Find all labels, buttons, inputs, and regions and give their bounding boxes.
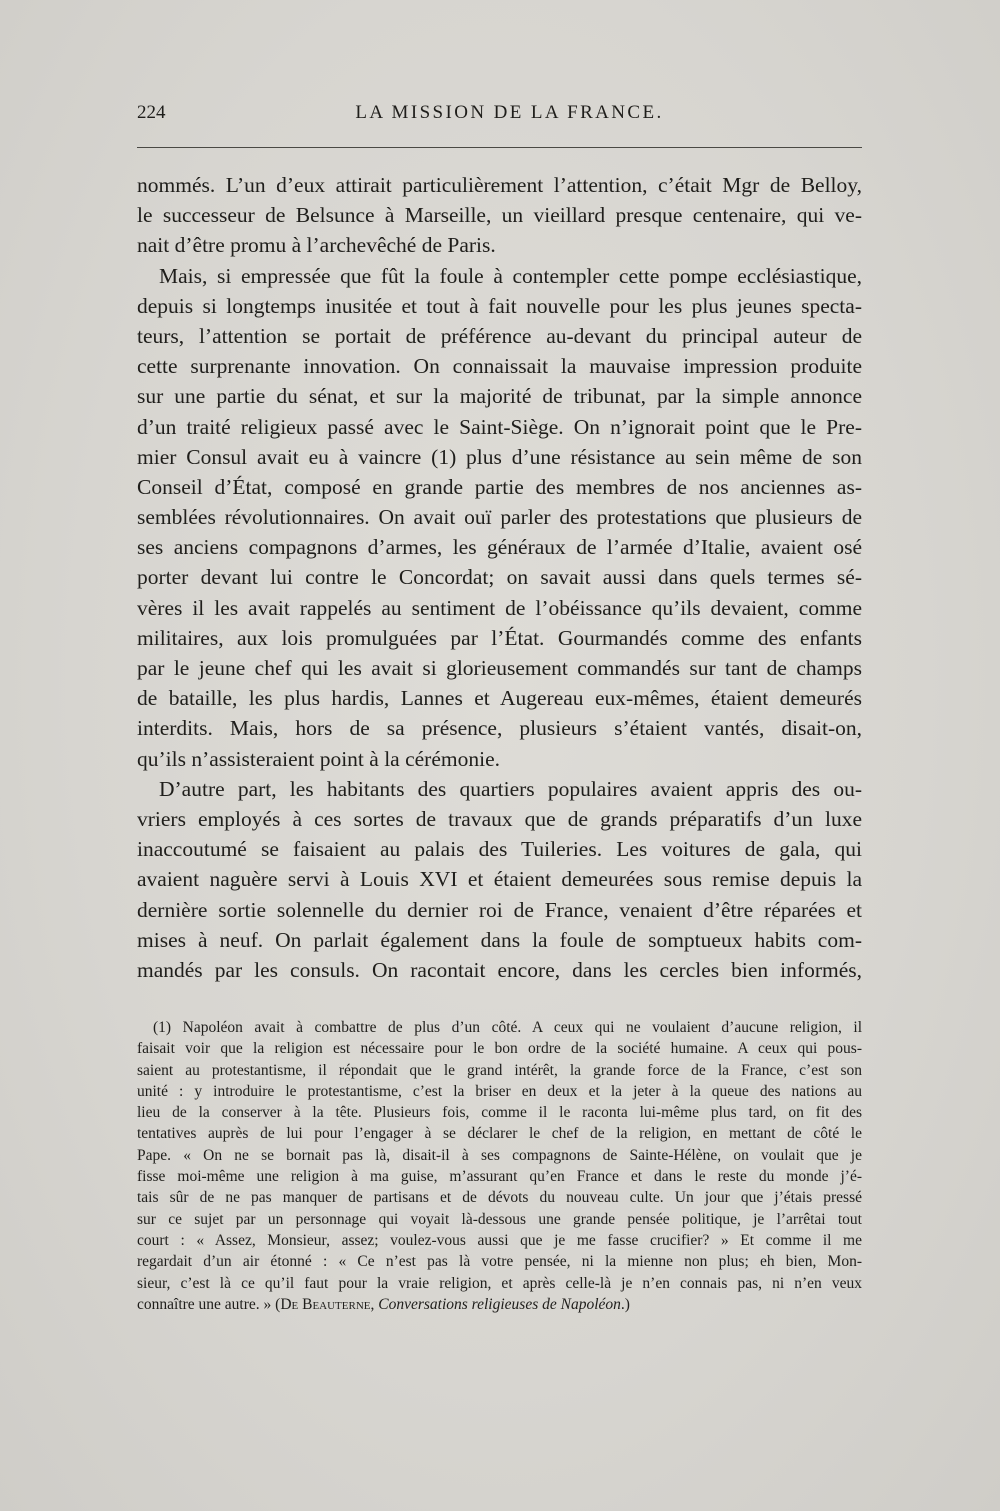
- body-line: de bataille, les plus hardis, Lannes et Augereau eux-mêmes, étaient demeurés: [137, 686, 862, 711]
- body-line: mier Consul avait eu à vaincre (1) plus d’une résistance au sein même de son: [137, 444, 862, 469]
- body-line: teurs, l’attention se portait de préférence au-devant du principal auteur de: [137, 323, 862, 348]
- citation-end: .): [620, 1295, 630, 1313]
- footnote-line: tais sûr de ne pas manquer de partisans et de dévots du nouveau culte. Un jour que j’étais pressé: [137, 1189, 862, 1207]
- body-line: porter devant lui contre le Concordat; on savait aussi dans quels termes sé-: [137, 565, 862, 590]
- body-line: mises à neuf. On parlait également dans la foule de somptueux habits com-: [137, 927, 862, 952]
- header-rule: [137, 147, 862, 148]
- footnote-line: sur ce sujet par un personnage qui voyait là-dessous une grande pensée politique, je l’arrêtai tout: [137, 1210, 862, 1228]
- citation-work: Conversations religieuses de Napoléon: [378, 1295, 621, 1313]
- body-line: nait d’être promu à l’archevêché de Paris.: [137, 233, 496, 258]
- body-line: depuis si longtemps inusitée et tout à fait nouvelle pour les plus jeunes specta-: [137, 293, 862, 318]
- body-line: dernière sortie solennelle du dernier roi de France, venaient d’être réparées et: [137, 897, 862, 922]
- page-header: [137, 100, 862, 130]
- footnote-citation-line: [137, 1294, 862, 1315]
- footnote-line: faisait voir que la religion est nécessaire pour le bon ordre de la société humaine. A ceux qui pous-: [137, 1040, 862, 1058]
- body-line: Conseil d’État, composé en grande partie des membres de nos anciennes as-: [137, 474, 862, 499]
- body-line: nommés. L’un d’eux attirait particulièrement l’attention, c’était Mgr de Belloy,: [137, 173, 862, 197]
- body-line: cette surprenante innovation. On connaissait la mauvaise impression produite: [137, 354, 862, 379]
- body-line: mandés par les consuls. On racontait encore, dans les cercles bien informés,: [137, 957, 862, 982]
- footnote-line: (1) Napoléon avait à combattre de plus d’un côté. A ceux qui ne voulaient d’aucune religion, il: [153, 1019, 862, 1036]
- footnote-line: Pape. « On ne se bornait pas là, disait-il à ses compagnons de Sainte-Hélène, on voulait que je: [137, 1146, 862, 1164]
- running-title: LA MISSION DE LA FRANCE.: [355, 102, 664, 123]
- body-line: vriers employés à ces sortes de travaux que de grands préparatifs d’un luxe: [137, 806, 862, 831]
- body-line: militaires, aux lois promulguées par l’État. Gourmandés comme des enfants: [137, 625, 862, 650]
- body-line: inaccoutumé se faisaient au palais des Tuileries. Les voitures de gala, qui: [137, 837, 862, 862]
- body-line: sur une partie du sénat, et sur la majorité de tribunat, par la simple annonce: [137, 384, 862, 409]
- body-line: par le jeune chef qui les avait si glorieusement commandés sur tant de champs: [137, 656, 862, 680]
- body-line: le successeur de Belsunce à Marseille, un vieillard presque centenaire, qui ve-: [137, 203, 862, 228]
- body-line: Mais, si empressée que fût la foule à contempler cette pompe ecclésiastique,: [159, 263, 862, 288]
- footnote-line: unité : y introduire le protestantisme, c’est la briser en deux et la jeter à la queue des nations au: [137, 1082, 862, 1100]
- footnote-line: saient au protestantisme, il répondait que le grand intérêt, la grande force de la France, c’est son: [137, 1061, 862, 1079]
- footnote-line: court : « Assez, Monsieur, assez; voulez-vous aussi que je me fasse crucifier? » Et comme il me: [137, 1231, 862, 1249]
- footnote-line: fisse moi-même une religion à ma guise, m’assurant qu’en France et dans le reste du monde j’é-: [137, 1168, 862, 1186]
- body-line: semblées révolutionnaires. On avait ouï parler des protestations que plusieurs de: [137, 505, 862, 530]
- body-line: avaient naguère servi à Louis XVI et étaient demeurées sous remise depuis la: [137, 867, 862, 892]
- body-line: vères il les avait rappelés au sentiment de l’obéissance qu’ils devaient, comme: [137, 595, 862, 620]
- footnote-line: sieur, c’est là ce qu’il faut pour la vraie religion, et après celle-là je n’en connais pas, ni n’en veux: [137, 1274, 862, 1292]
- body-line: D’autre part, les habitants des quartiers populaires avaient appris des ou-: [159, 776, 862, 801]
- body-text: [137, 170, 862, 985]
- body-line: ses anciens compagnons d’armes, les généraux de l’armée d’Italie, avaient osé: [137, 535, 862, 560]
- footnote: [137, 1017, 862, 1315]
- citation-separator: ,: [370, 1295, 379, 1313]
- footnote-line: tentatives auprès de lui pour l’engager à se déclarer le chef de la religion, en mettant de côté le: [137, 1125, 862, 1143]
- body-line: d’un traité religieux passé avec le Saint-Siège. On n’ignorait point que le Pre-: [137, 414, 862, 439]
- footnote-line: lieu de la conserver à la tête. Plusieurs fois, comme il le raconta lui-même plus tard, on fit des: [137, 1104, 862, 1122]
- footnote-line: regardait d’un air étonné : « Ce n’est pas là votre pensée, ni la mienne non plus; eh bien, Mon-: [137, 1253, 862, 1271]
- citation-author: De Beauterne: [280, 1295, 371, 1313]
- body-line: qu’ils n’assisteraient point à la cérémonie.: [137, 746, 500, 771]
- page-number: 224: [137, 102, 166, 123]
- body-line: interdits. Mais, hors de sa présence, plusieurs s’étaient vantés, disait-on,: [137, 716, 862, 741]
- footnote-text: connaître une autre. » (: [137, 1295, 281, 1313]
